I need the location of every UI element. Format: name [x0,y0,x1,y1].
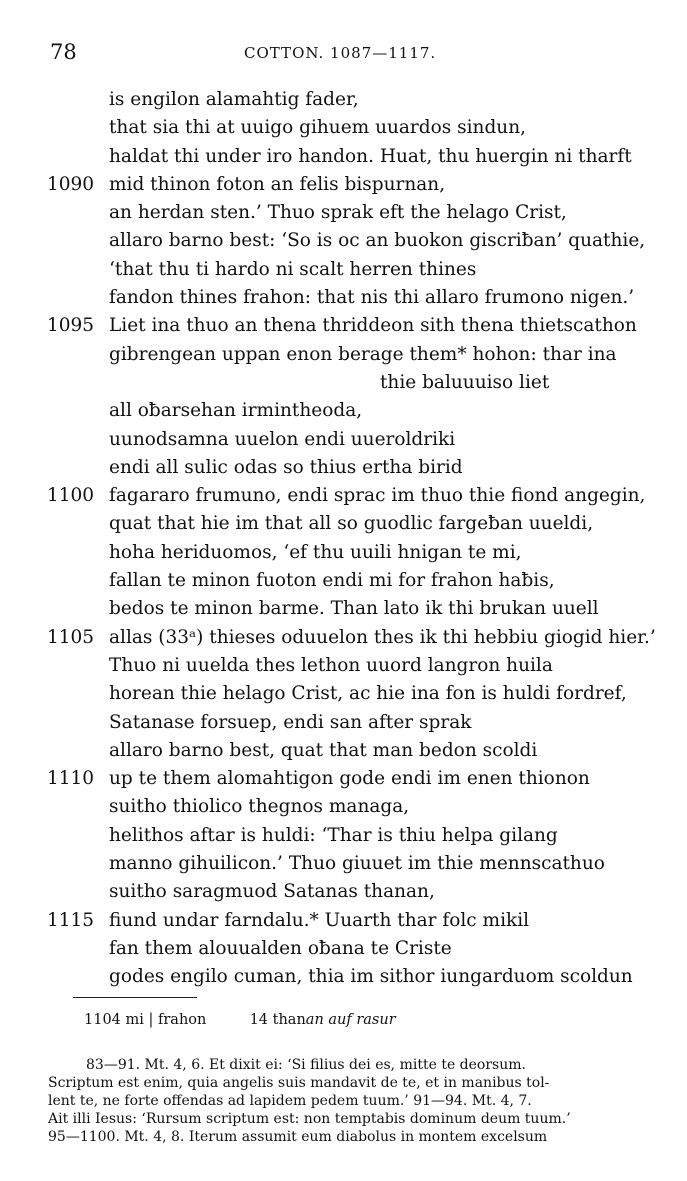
verse-line [0,341,687,369]
verse-text-line: hoha heriduomos, ‘ef thu uuili hnigan te mi, [109,541,522,563]
verse-text-line: allaro barno best: ‘So is oc an buokon giscriƀan’ quathie, [109,230,646,252]
line-number: 1100 [47,485,95,507]
footnote-line: Scriptum est enim, quia angelis suis mandavit de te, et in manibus tol- [48,1075,550,1091]
verse-text-line: manno gihuilicon.’ Thuo giuuet im thie mennscathuo [109,853,605,875]
verse-text-line: ‘that thu ti hardo ni scalt herren thines [109,258,477,280]
verse-line [0,369,687,397]
line-number: 1095 [47,315,95,337]
verse-line [0,397,687,425]
footnotes [48,1056,642,1146]
footnote-line: 83—91. Mt. 4, 6. Et dixit ei: ‘Si filius dei es, mitte te deorsum. [86,1057,526,1073]
verse-text-line: uunodsamna uuelon endi uueroldriki [109,428,456,450]
verse-line [0,454,687,482]
verse-line [0,114,687,142]
verse-line [0,312,687,340]
footnote-line: Ait illi Iesus: ‘Rursum scriptum est: non temptabis dominum deum tuum.’ [48,1111,571,1127]
verse-line [0,793,687,821]
apparatus-left: 1104 mi | frahon [84,1012,207,1028]
footnote-line: lent te, ne forte offendas ad lapidem pedem tuum.’ 91—94. Mt. 4, 7. [48,1093,532,1109]
verse-line [0,624,687,652]
verse-line [0,227,687,255]
verse-text-line: bedos te minon barme. Than lato ik thi brukan uuell [109,598,599,620]
apparatus-note [84,1012,396,1028]
verse-line [0,963,687,991]
page-header [0,40,687,70]
verse-text-line: allaro barno best, quat that man bedon scoldi [109,739,538,761]
verse-line [0,878,687,906]
verse-line [0,737,687,765]
verse-line [0,822,687,850]
verse-line [0,199,687,227]
page-number: 78 [50,40,77,64]
verse-line [0,680,687,708]
verse-line [0,567,687,595]
verse-text-line: horean thie helago Crist, ac hie ina fon is huldi fordref, [109,683,627,705]
verse-text-line: fandon thines frahon: that nis thi allaro frumono nigen.’ [109,287,635,309]
line-number: 1105 [47,626,95,648]
verse-text-line: that sia thi at uuigo gihuem uuardos sindun, [109,117,527,139]
verse-line [0,709,687,737]
verse-text-line: mid thinon foton an felis bispurnan, [109,173,446,195]
verse-line [0,482,687,510]
verse-text-line: Liet ina thuo an thena thriddeon sith thena thietscathon [109,315,637,337]
verse-text-line: fan them alouualden oƀana te Criste [109,937,452,959]
verse-line [0,539,687,567]
verse-line [0,426,687,454]
verse-text-line: all oƀarsehan irmintheoda, [109,400,363,422]
verse-text-line: haldat thi under iro handon. Huat, thu huergin ni tharft [109,145,632,167]
verse-text-line: thie baluuuiso liet [380,371,550,393]
verse-text-line: is engilon alamahtig fader, [109,89,359,110]
running-title: COTTON. 1087—1117. [244,44,437,62]
verse-line [0,171,687,199]
line-number: 1110 [47,768,95,790]
verse-line [0,935,687,963]
verse-text-line: an herdan sten.’ Thuo sprak eft the helago Crist, [109,202,567,224]
line-number: 1090 [47,173,95,195]
verse-line [0,510,687,538]
footnote-rule [73,997,197,998]
verse-text-line: fallan te minon fuoton endi mi for frahon haƀis, [109,570,555,592]
verse-text-line: helithos aftar is huldi: ‘Thar is thiu helpa gilang [109,824,558,846]
verse-text-line: Satanase forsuep, endi san after sprak [109,711,472,733]
verse-text-line: suitho thiolico thegnos managa, [109,796,410,818]
verse-line [0,652,687,680]
verse-line [0,143,687,171]
verse-text-line: fagararo frumuno, endi sprac im thuo thie fiond angegin, [109,485,646,507]
verse-line [0,284,687,312]
verse-text-line: quat that hie im that all so guodlic fargeƀan uueldi, [109,513,594,535]
apparatus-right-num: 14 than [249,1012,306,1028]
verse-text-line: endi all sulic odas so thius ertha birid [109,456,463,478]
verse-line [0,850,687,878]
verse-text-line: gibrengean uppan enon berage them* hohon: thar ina [109,343,617,365]
verse-text-line: suitho saragmuod Satanas thanan, [109,881,435,903]
verse-line [0,86,687,114]
footnote-line: 95—1100. Mt. 4, 8. Iterum assumit eum diabolus in montem excelsum [48,1129,548,1145]
verse-text-line: Thuo ni uuelda thes lethon uuord langron huila [109,654,553,676]
verse-text-line: fiund undar farndalu.* Uuarth thar folc mikil [109,909,530,931]
verse-text-line: godes engilo cuman, thia im sithor iungarduom scoldun [109,966,633,988]
verse-text [0,86,687,992]
verse-text-line: up te them alomahtigon gode endi im enen thionon [109,768,590,790]
apparatus-right-ital: an auf rasur [305,1012,396,1028]
verse-line [0,765,687,793]
verse-line [0,595,687,623]
verse-line [0,907,687,935]
verse-line [0,256,687,284]
verse-text-line: allas (33ᵃ) thieses oduuelon thes ik thi hebbiu giogid hier.’ [109,626,656,648]
line-number: 1115 [47,909,95,931]
